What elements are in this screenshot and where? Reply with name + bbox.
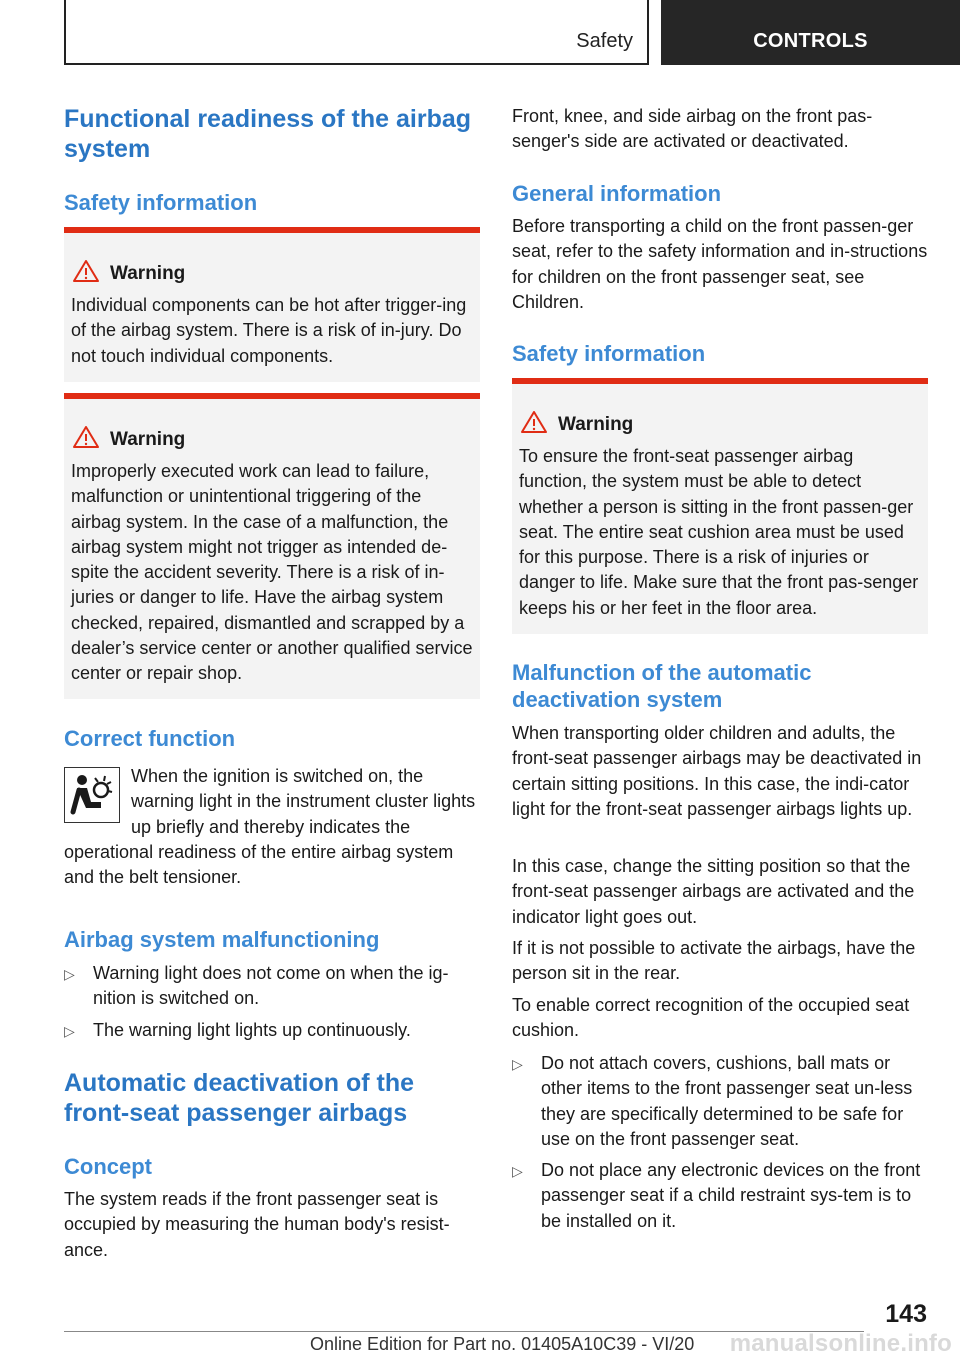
heading-functional-readiness: Functional readiness of the airbag system xyxy=(64,105,472,163)
heading-correct-function: Correct function xyxy=(64,726,236,751)
heading-safety-information-2: Safety information xyxy=(512,341,706,366)
warning-triangle-icon xyxy=(72,259,100,283)
header-chapter-tab xyxy=(661,0,960,65)
paragraph-1: When transporting older children and adults, the front-seat passenger airbags may be deactivated in certain sitting positions. In this case, the indi-cator light for the front-seat passenger airbags lights up. xyxy=(512,723,922,819)
watermark: manualsonline.info xyxy=(729,1330,952,1357)
header-section-tab xyxy=(64,0,649,65)
intro-text: Front, knee, and side airbag on the front pas-senger's side are activated or deactivated. xyxy=(512,106,873,152)
triangle-right-bullet-icon: ▷ xyxy=(64,1023,75,1039)
warning-text-3: To ensure the front-seat passenger airbag function, the system must be able to detect whether a person is sitting in the front passen-ger seat. The entire seat cushion area must be used for this purpose. There is a risk of injuries or danger to life. Make sure that the front pas-senger keeps his or her feet in the floor area. xyxy=(519,446,919,618)
concept-text: The system reads if the front passenger seat is occupied by measuring the human body's resist-ance. xyxy=(64,1189,450,1260)
paragraph-4: To enable correct recognition of the occupied seat cushion. xyxy=(512,995,910,1041)
heading-safety-information-1: Safety information xyxy=(64,190,258,215)
warning-label-3: Warning xyxy=(558,414,634,435)
warning-box-2 xyxy=(64,393,480,699)
heading-automatic-deactivation: Automatic deactivation of the front-seat passenger airbags xyxy=(64,1069,415,1127)
triangle-right-bullet-icon: ▷ xyxy=(512,1056,523,1072)
warning-label-2: Warning xyxy=(110,429,186,450)
list-item: ▷ Do not place any electronic devices on the front passenger seat if a child restraint sys-tem is to be installed on it. xyxy=(512,1160,921,1231)
correct-function-text-a: When the ignition is switched on, the warning light in the instrument cluster lights up briefly and thereby indicates the xyxy=(131,766,476,837)
footer-edition: Online Edition for Part no. 01405A10C39 - VI/20 xyxy=(310,1334,695,1354)
header-chapter-label: CONTROLS xyxy=(753,30,868,52)
heading-malfunction-automatic: Malfunction of the automatic deactivation system xyxy=(512,660,812,712)
warning-box-1 xyxy=(64,227,480,382)
list-item: ▷ Warning light does not come on when the ig-nition is switched on. xyxy=(64,963,449,1009)
header-section-label: Safety xyxy=(576,30,633,52)
heading-airbag-malfunctioning: Airbag system malfunctioning xyxy=(64,927,380,952)
correct-function-text-b: operational readiness of the entire airbag system and the belt tensioner. xyxy=(64,842,454,888)
paragraph-3: If it is not possible to activate the airbags, have the person sit in the rear. xyxy=(512,938,916,984)
general-information-text: Before transporting a child on the front passen-ger seat, refer to the safety information and in-structions for children on the front passenger seat, see Children. xyxy=(512,216,928,312)
list-item: ▷ Do not attach covers, cushions, ball mats or other items to the front passenger seat un-less they are specifically determined to be safe for use on the front passenger seat. xyxy=(512,1053,913,1149)
triangle-right-bullet-icon: ▷ xyxy=(512,1163,523,1179)
heading-concept: Concept xyxy=(64,1154,152,1179)
triangle-right-bullet-icon: ▷ xyxy=(64,966,75,982)
warning-triangle-icon xyxy=(72,425,100,449)
page-number: 143 xyxy=(885,1300,927,1328)
warning-triangle-icon xyxy=(520,410,548,434)
warning-text-2: Improperly executed work can lead to failure, malfunction or unintentional triggering of the airbag system. In the case of a malfunction, the airbag system might not trigger as intended de-spite the accident severity. There is a risk of in-juries or danger to life. Have the airbag system checked, repaired, dismantled and scrapped by a dealer’s service center or another qualified service center or repair shop. xyxy=(71,461,473,684)
warning-label-1: Warning xyxy=(110,263,186,284)
airbag-warning-light-icon xyxy=(64,767,120,823)
list-item: ▷ The warning light lights up continuously. xyxy=(64,1018,480,1043)
paragraph-2: In this case, change the sitting position so that the front-seat passenger airbags are activated and the indicator light goes out. xyxy=(512,856,915,927)
warning-text-1: Individual components can be hot after trigger-ing of the airbag system. There is a risk of in-jury. Do not touch individual components. xyxy=(71,295,467,366)
heading-general-information: General information xyxy=(512,181,722,206)
warning-box-3 xyxy=(512,378,928,634)
